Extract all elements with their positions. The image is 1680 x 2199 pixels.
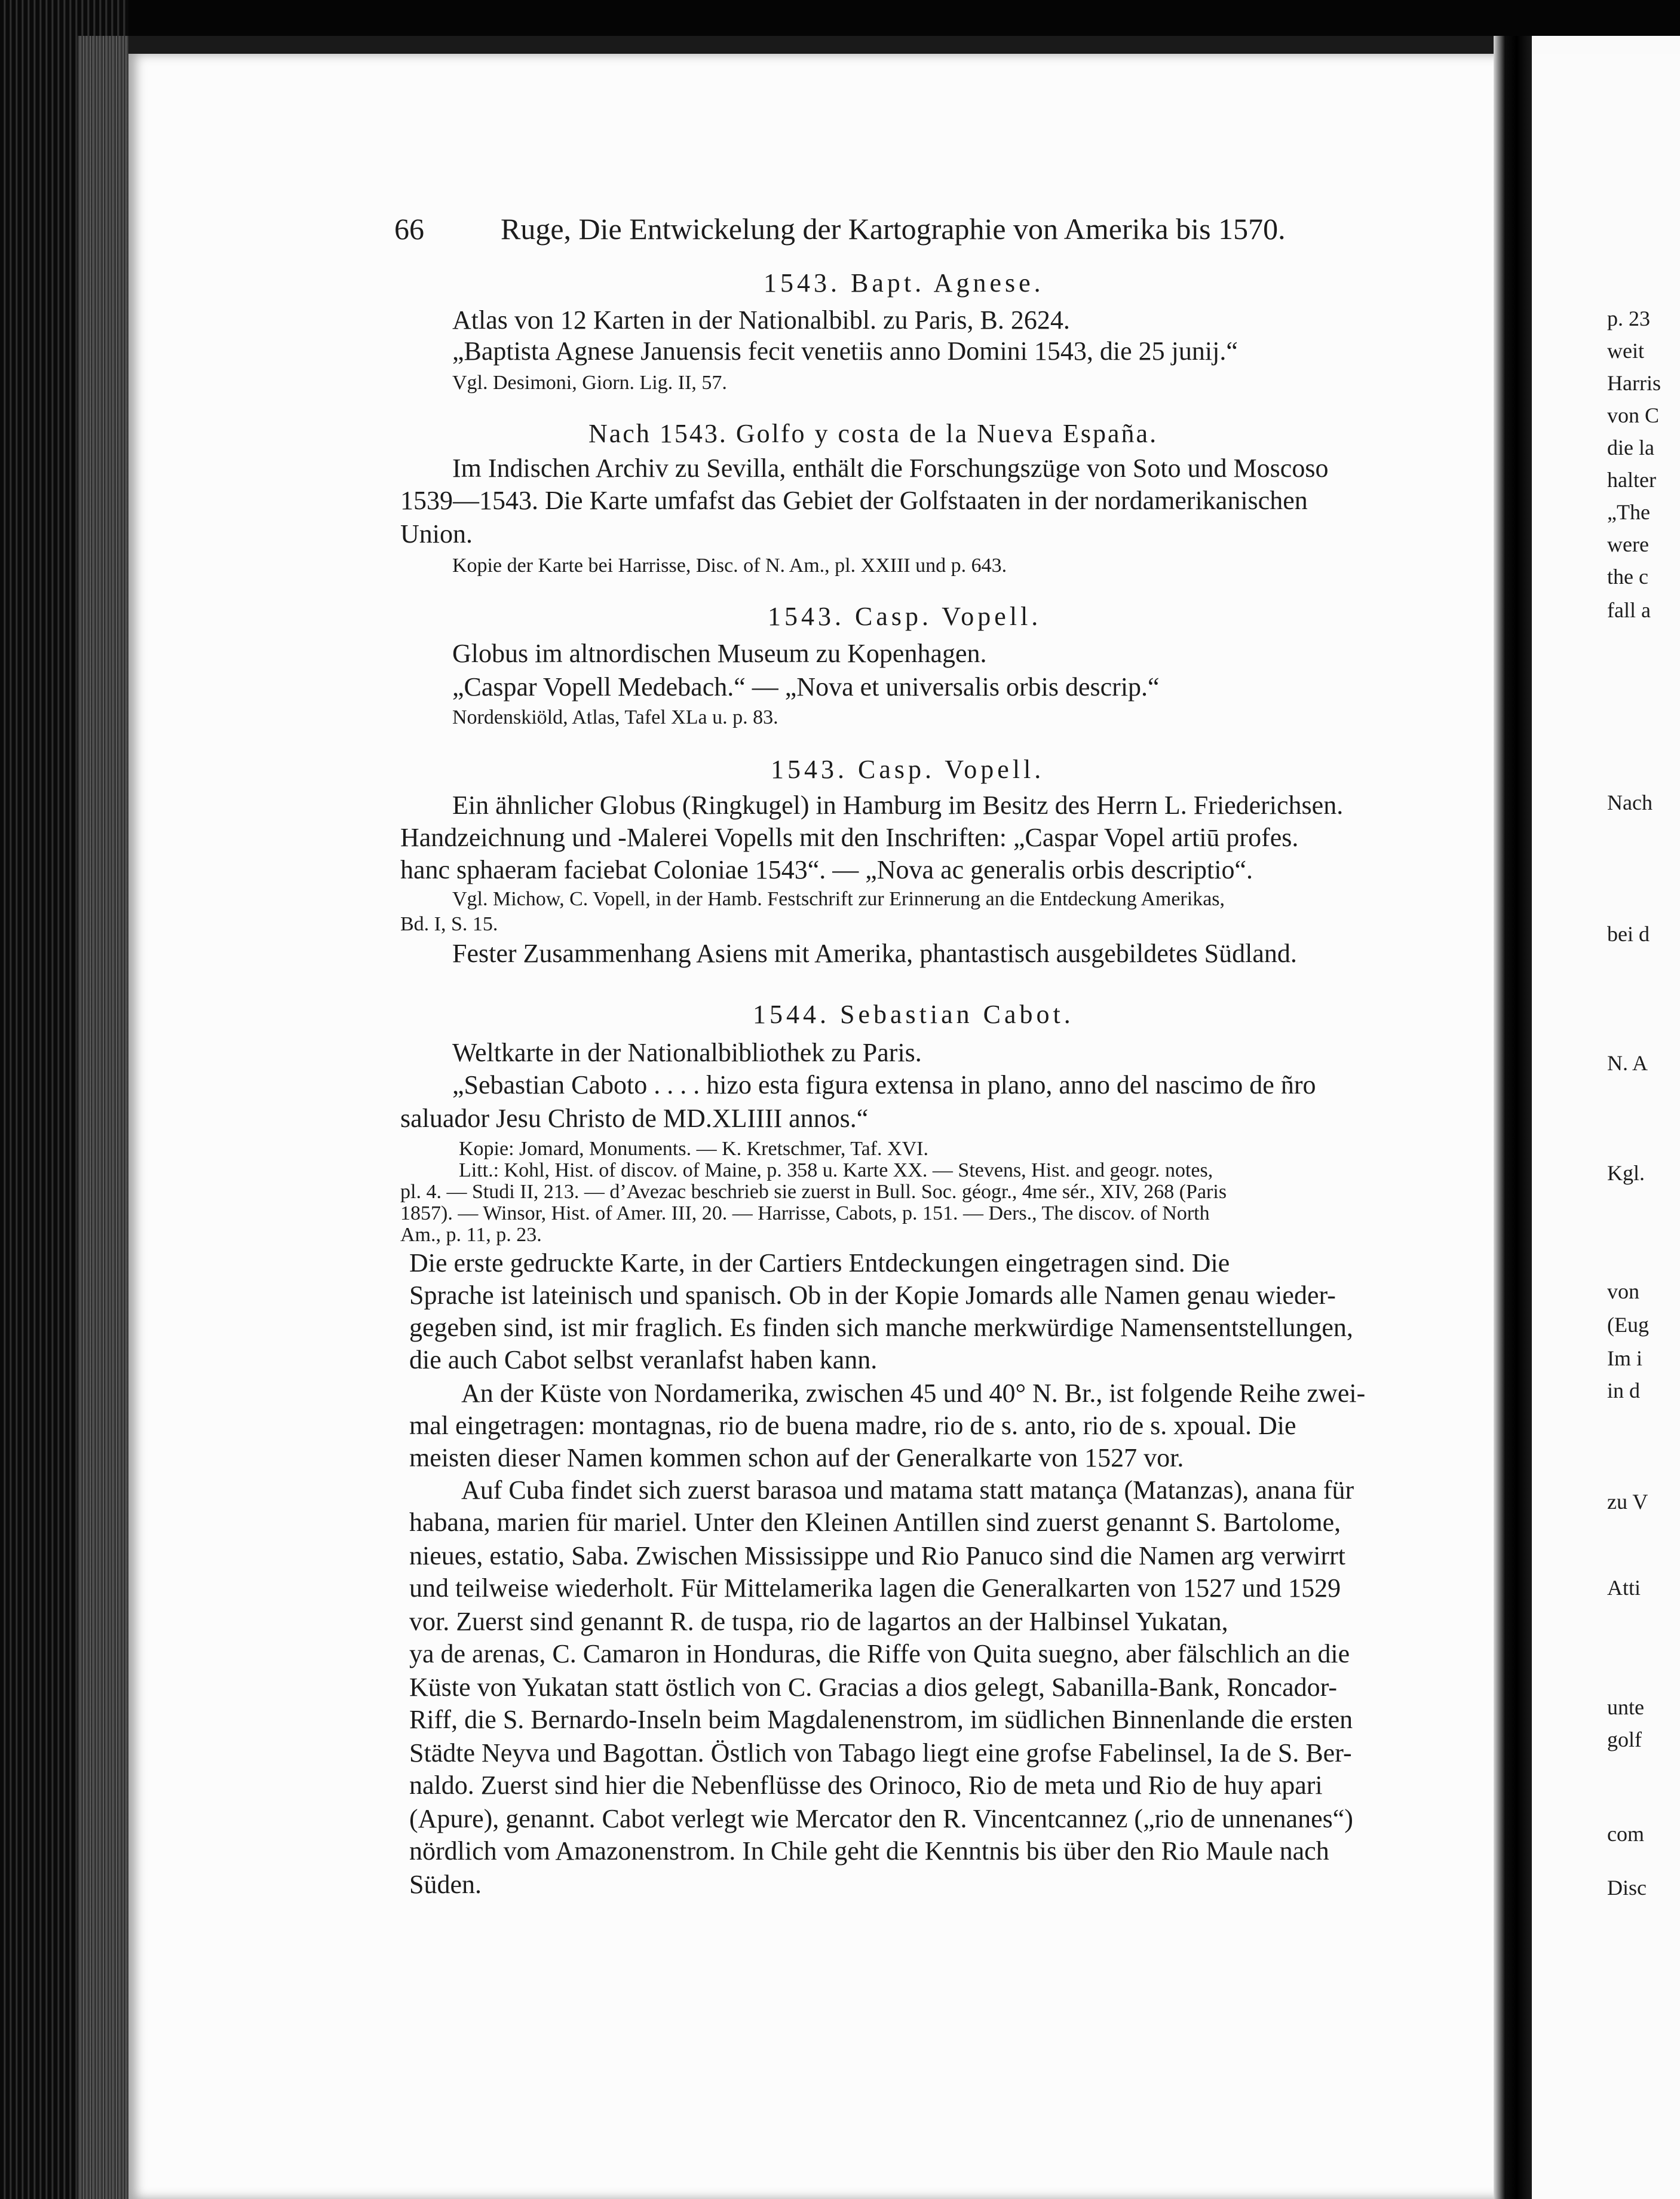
entry-note: Am., p. 11, p. 23. (400, 1224, 542, 1246)
body-line: nieues, estatio, Saba. Zwischen Mississippe und Rio Panuco sind die Namen arg verwirrt (409, 1541, 1346, 1570)
facing-page-fragment: die la (1607, 436, 1654, 460)
entry-note: pl. 4. — Studi II, 213. — d’Avezac beschrieb sie zuerst in Bull. Soc. géogr., 4me sér., XIV, 268 (Paris (400, 1181, 1227, 1203)
facing-page-fragment: Kgl. (1607, 1161, 1645, 1185)
body-line: (Apure), genannt. Cabot verlegt wie Mercator den R. Vincentcannez („rio de unnenanes“) (409, 1804, 1353, 1833)
facing-page-fragment: halter (1607, 468, 1656, 492)
body-line: Die erste gedruckte Karte, in der Cartiers Entdeckungen eingetragen sind. Die (409, 1248, 1230, 1278)
facing-page-fragment: „The (1607, 500, 1650, 524)
page-stack-edges (78, 36, 128, 2199)
body-line: nördlich vom Amazonenstrom. In Chile geht die Kenntnis bis über den Rio Maule nach (409, 1836, 1329, 1866)
facing-page-fragment: Im i (1607, 1346, 1642, 1370)
running-title: Ruge, Die Entwickelung der Kartographie von Amerika bis 1570. (501, 212, 1286, 246)
body-line: vor. Zuerst sind genannt R. de tuspa, rio de lagartos an der Halbinsel Yukatan, (409, 1607, 1228, 1636)
facing-page-fragment: fall a (1607, 598, 1651, 622)
body-line: die auch Cabot selbst veranlafst haben kann. (409, 1345, 878, 1374)
entry-heading: 1543. Casp. Vopell. (771, 755, 1045, 784)
facing-page-fragment: the c (1607, 565, 1648, 589)
scan-top-edge (0, 0, 1680, 36)
body-line: Sprache ist lateinisch und spanisch. Ob in der Kopie Jomards alle Namen genau wieder- (409, 1281, 1336, 1310)
body-line: meisten dieser Namen kommen schon auf der Generalkarte von 1527 vor. (409, 1443, 1184, 1472)
facing-page-fragment: bei d (1607, 922, 1650, 946)
body-line: Riff, die S. Bernardo-Inseln beim Magdalenenstrom, im südlichen Binnenlande die ersten (409, 1705, 1353, 1734)
entry-line: Atlas von 12 Karten in der Nationalbibl. zu Paris, B. 2624. (452, 305, 1070, 335)
page-top-shadow (66, 36, 1523, 54)
facing-page-fragment: Nach (1607, 791, 1653, 814)
entry-note: Vgl. Desimoni, Giorn. Lig. II, 57. (452, 372, 727, 394)
entry-note: 1857). — Winsor, Hist. of Amer. III, 20. — Harrisse, Cabots, p. 151. — Ders., The discov. of North (400, 1202, 1210, 1224)
page-number: 66 (394, 212, 424, 246)
facing-page-fragment: weit (1607, 339, 1644, 363)
entry-note: Kopie: Jomard, Monuments. — K. Kretschmer, Taf. XVI. (459, 1138, 928, 1160)
facing-page-fragment: golf (1607, 1728, 1642, 1751)
entry-note: Kopie der Karte bei Harrisse, Disc. of N. Am., pl. XXIII und p. 643. (452, 555, 1007, 577)
body-line: habana, marien für mariel. Unter den Kleinen Antillen sind zuerst genannt S. Bartolome, (409, 1508, 1341, 1537)
entry-note: Nordenskiöld, Atlas, Tafel XLa u. p. 83. (452, 706, 778, 728)
entry-line: „Sebastian Caboto . . . . hizo esta figura extensa in plano, anno del nascimo de ñro (452, 1070, 1316, 1100)
facing-page-fragment: unte (1607, 1695, 1644, 1719)
facing-page-fragment: von C (1607, 403, 1660, 427)
book-gutter (1494, 36, 1532, 2199)
entry-line: „Caspar Vopell Medebach.“ — „Nova et universalis orbis descrip.“ (452, 672, 1160, 702)
facing-page-fragment: were (1607, 532, 1649, 556)
facing-page-fragment: N. A (1607, 1051, 1648, 1075)
body-line: Städte Neyva und Bagottan. Östlich von Tabago liegt eine grofse Fabelinsel, Ia de S. Ber- (409, 1738, 1352, 1768)
body-line: und teilweise wiederholt. Für Mittelamerika lagen die Generalkarten von 1527 und 1529 (409, 1573, 1341, 1603)
body-line: Süden. (409, 1870, 482, 1899)
entry-line: „Baptista Agnese Januensis fecit venetiis anno Domini 1543, die 25 junij.“ (452, 336, 1238, 366)
entry-line: Im Indischen Archiv zu Sevilla, enthält die Forschungszüge von Soto und Moscoso (452, 454, 1329, 483)
entry-heading: 1543. Casp. Vopell. (768, 602, 1042, 631)
facing-page-fragment: (Eug (1607, 1313, 1649, 1337)
facing-page-fragment: zu V (1607, 1490, 1648, 1514)
facing-page-fragment: von (1607, 1279, 1639, 1303)
entry-line: Ein ähnlicher Globus (Ringkugel) in Hamburg im Besitz des Herrn L. Friederichsen. (452, 791, 1344, 820)
body-line: naldo. Zuerst sind hier die Nebenflüsse des Orinoco, Rio de meta und Rio de huy apari (409, 1771, 1323, 1800)
entry-line: Handzeichnung und -Malerei Vopells mit den Inschriften: „Caspar Vopel artiū profes. (400, 823, 1299, 852)
entry-heading: 1544. Sebastian Cabot. (753, 1000, 1074, 1029)
entry-line: saluador Jesu Christo de MD.XLIIII annos.“ (400, 1104, 869, 1133)
entry-line: hanc sphaeram faciebat Coloniae 1543“. — „Nova ac generalis orbis descriptio“. (400, 855, 1253, 884)
body-line: mal eingetragen: montagnas, rio de buena madre, rio de s. anto, rio de s. xpoual. Die (409, 1411, 1296, 1440)
entry-line: 1539—1543. Die Karte umfafst das Gebiet der Golfstaaten in der nordamerikanischen (400, 486, 1308, 515)
body-line: Auf Cuba findet sich zuerst barasoa und matama statt matança (Matanzas), anana für (461, 1475, 1354, 1505)
entry-line: Fester Zusammenhang Asiens mit Amerika, phantastisch ausgebildetes Südland. (452, 939, 1297, 968)
body-line: Küste von Yukatan statt östlich von C. Gracias a dios gelegt, Sabanilla-Bank, Roncador- (409, 1673, 1338, 1702)
facing-page-fragment: Harris (1607, 371, 1661, 395)
entry-line: Weltkarte in der Nationalbibliothek zu Paris. (452, 1038, 922, 1067)
entry-line: Union. (400, 519, 473, 549)
body-line: An der Küste von Nordamerika, zwischen 45 und 40° N. Br., ist folgende Reihe zwei- (461, 1379, 1366, 1408)
entry-heading: 1543. Bapt. Agnese. (764, 268, 1044, 298)
body-line: ya de arenas, C. Camaron in Honduras, die Riffe von Quita suegno, aber fälschlich an die (409, 1639, 1350, 1668)
entry-note: Litt.: Kohl, Hist. of discov. of Maine, p. 358 u. Karte XX. — Stevens, Hist. and geogr. notes, (459, 1159, 1213, 1181)
entry-note: Vgl. Michow, C. Vopell, in der Hamb. Festschrift zur Erinnerung an die Entdeckung Amerikas, (452, 888, 1225, 910)
entry-line: Globus im altnordischen Museum zu Kopenhagen. (452, 639, 987, 668)
facing-page-fragment: in d (1607, 1379, 1641, 1402)
entry-heading: Nach 1543. Golfo y costa de la Nueva España. (588, 419, 1158, 448)
entry-note: Bd. I, S. 15. (400, 913, 498, 935)
facing-page-fragment: com (1607, 1822, 1644, 1846)
facing-page-fragment: Atti (1607, 1576, 1641, 1600)
facing-page-fragment: Disc (1607, 1876, 1647, 1900)
body-line: gegeben sind, ist mir fraglich. Es finden sich manche merkwürdige Namensentstellungen, (409, 1313, 1353, 1342)
facing-page-fragment: p. 23 (1607, 307, 1650, 330)
